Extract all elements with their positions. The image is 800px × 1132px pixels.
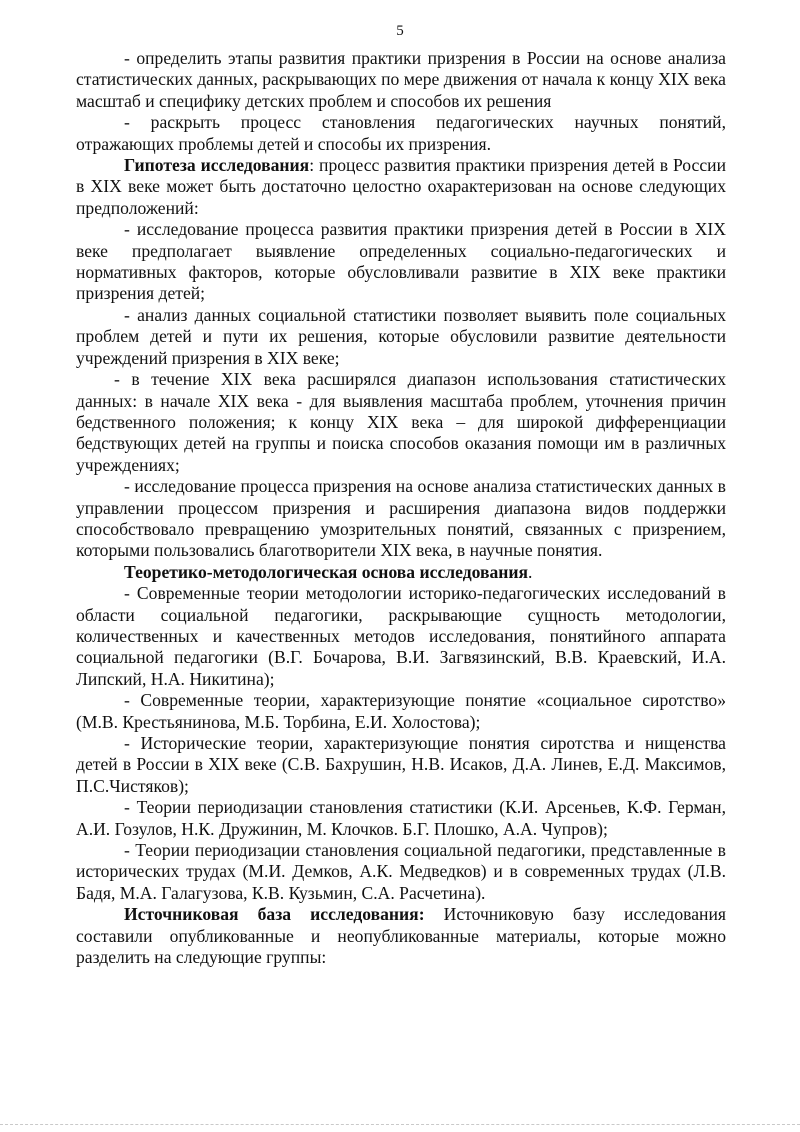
sources-heading: Источниковая база исследования: (124, 904, 425, 925)
sources-text: Источниковую базу исследования составили опубликованные и неопубликованные материалы, которые можно разделить на следующие группы: (76, 904, 726, 968)
hypothesis-paragraph (76, 155, 726, 219)
paragraph-goal-stages: - определить этапы развития практики призрения в России на основе анализа статистических данных, раскрывающих по мере движения от начала к концу XIX века масштаб и специфику детских проблем и способов их решения (76, 48, 726, 111)
theory-suffix: . (528, 561, 533, 582)
page-number: 5 (396, 23, 404, 39)
hypothesis-item: - исследование процесса развития практики призрения детей в России в XIX веке предполагает выявление определенных социально-педагогических и нормативных факторов, которые обусловливали развитие в XIX веке практики призрения детей; (76, 219, 726, 304)
document-body (76, 48, 726, 968)
theory-item: - Современные теории, характеризующие понятие «социальное сиротство» (М.В. Крестьянинова, М.Б. Торбина, Е.И. Холостова); (76, 690, 726, 732)
hypothesis-item: - исследование процесса призрения на основе анализа статистических данных в управлении процессом призрения и расширения диапазона видов поддержки способствовало превращению умозрительных понятий, связанных с призрением, которыми пользовались благотворители XIX века, в научные понятия. (76, 476, 726, 561)
theory-paragraph (76, 562, 726, 583)
page-bottom-edge (0, 1124, 800, 1125)
hypothesis-item: - в течение XIX века расширялся диапазон использования статистических данных: в начале XIX века - для выявления масштаба проблем, уточнения причин бедственного положения; к концу XIX века – для широкой дифференциации бедствующих детей на группы и поиска способов оказания помощи им в различных учреждениях; (76, 369, 726, 475)
hypothesis-text: : процесс развития практики призрения детей в России в XIX веке может быть достаточно целостно охарактеризован на основе следующих предположений: (76, 155, 726, 218)
theory-heading: Теоретико-методологическая основа исследования (124, 561, 529, 582)
theory-item: - Теории периодизации становления статистики (К.И. Арсеньев, К.Ф. Герман, А.И. Гозулов, Н.К. Дружинин, М. Клочков. Б.Г. Плошко, А.А. Чупров); (76, 797, 726, 839)
sources-paragraph (76, 904, 726, 968)
theory-item: - Исторические теории, характеризующие понятия сиротства и нищенства детей в России в XIX веке (С.В. Бахрушин, Н.В. Исаков, Д.А. Линев, Е.Д. Максимов, П.С.Чистяков); (76, 733, 726, 796)
paragraph-goal-concepts: - раскрыть процесс становления педагогических научных понятий, отражающих проблемы детей и способы их призрения. (76, 112, 726, 154)
hypothesis-heading: Гипотеза исследования (124, 155, 310, 176)
hypothesis-item: - анализ данных социальной статистики позволяет выявить поле социальных проблем детей и пути их решения, которые обусловили развитие деятельности учреждений призрения в XIX веке; (76, 304, 726, 368)
theory-item: - Теории периодизации становления социальной педагогики, представленные в исторических трудах (М.И. Демков, А.К. Медведков) и в современных трудах (Л.В. Бадя, М.А. Галагузова, К.В. Кузьмин, С.А. Расчетина). (76, 840, 726, 903)
theory-item: - Современные теории методологии историко-педагогических исследований в области социальной педагогики, раскрывающие сущность методологии, количественных и качественных методов исследования, понятийного аппарата социальной педагогики (В.Г. Бочарова, В.И. Загвязинский, В.В. Краевский, И.А. Липский, Н.А. Никитина); (76, 583, 726, 689)
